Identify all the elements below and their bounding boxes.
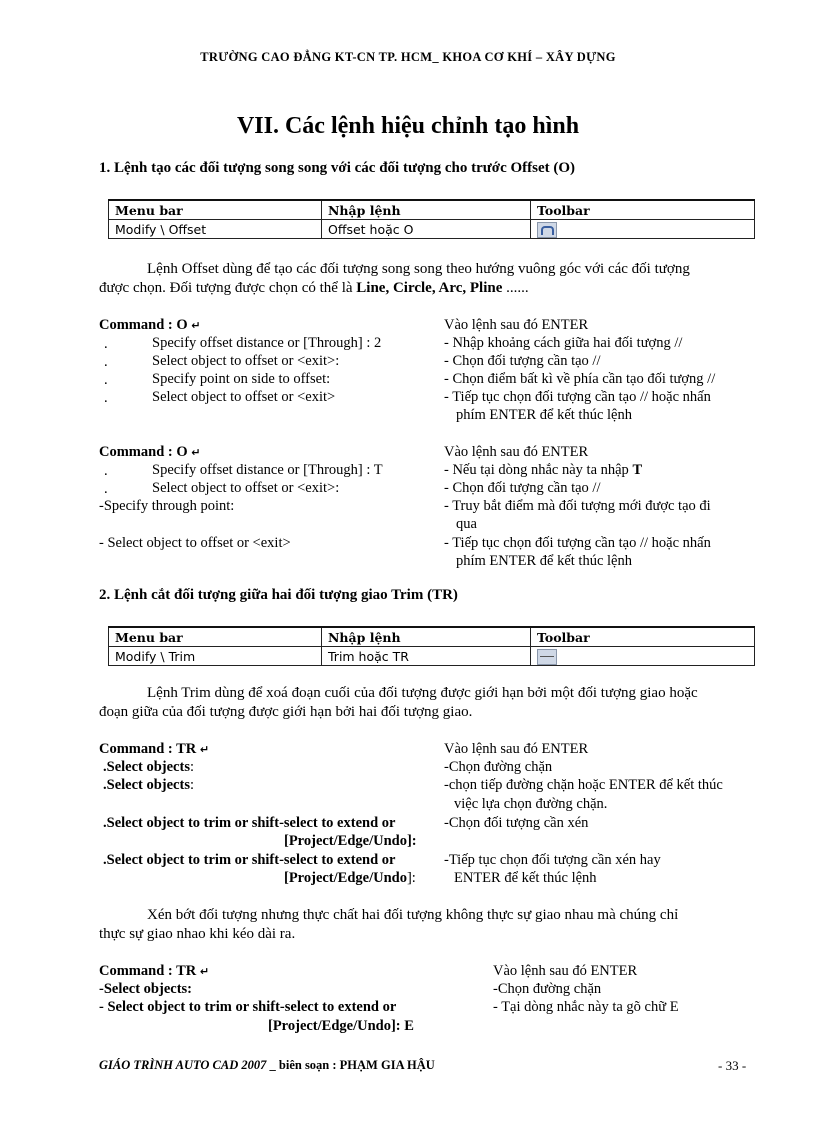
explanation-line: qua (456, 516, 477, 532)
table-cell-menu: Modify \ Offset (109, 220, 322, 239)
page-header: TRƯỜNG CAO ĐẲNG KT-CN TP. HCM_ KHOA CƠ KHÍ – XÂY DỰNG (200, 50, 616, 64)
prompt-line: .Select object to trim or shift-select to extend or (103, 852, 396, 868)
explanation-line: - Chọn đối tượng cần tạo // (444, 480, 601, 496)
table-cell-input: Offset hoặc O (322, 220, 531, 239)
prompt-line: -Select objects: (99, 981, 192, 997)
explanation-line: - Tiếp tục chọn đối tượng cần tạo // hoặc nhấn (444, 389, 711, 405)
prompt-line: [Project/Edge/Undo]: E (268, 1018, 414, 1034)
trim-description-2: đoạn giữa của đối tượng được giới hạn bởi hai đối tượng giao. (99, 704, 473, 720)
table-cell-toolbar (531, 647, 755, 666)
table-cell-menu: Modify \ Trim (109, 647, 322, 666)
explanation-line: - Tiếp tục chọn đối tượng cần tạo // hoặc nhấn (444, 535, 711, 551)
prompt-line: Select object to offset or <exit> (152, 389, 336, 405)
explanation-line: - Chọn điểm bất kì về phía cần tạo đối tượng // (444, 371, 716, 387)
prompt-line: Specify point on side to offset: (152, 371, 331, 387)
offset-description-1: Lệnh Offset dùng để tạo các đối tượng song song theo hướng vuông góc với các đối tượng (147, 261, 690, 277)
trim-description-1: Lệnh Trim dùng để xoá đoạn cuối của đối tượng được giới hạn bởi một đối tượng giao hoặc (147, 685, 698, 701)
offset-icon (537, 222, 557, 238)
explanation-line: - Chọn đối tượng cần tạo // (444, 353, 601, 369)
prompt-line: Specify offset distance or [Through] : T (152, 462, 383, 478)
explanation-line: - Tại dòng nhắc này ta gõ chữ E (493, 999, 679, 1015)
trim-extend-description-1: Xén bớt đối tượng nhưng thực chất hai đối tượng không thực sự giao nhau mà chúng chỉ (147, 907, 679, 923)
explanation-line: phím ENTER để kết thúc lệnh (456, 407, 632, 423)
table-cell-toolbar (531, 220, 755, 239)
table-header-menu: Menu bar (109, 627, 322, 647)
explanation-line: -chọn tiếp đường chặn hoặc ENTER để kết thúc (444, 777, 723, 793)
table-header-toolbar: Toolbar (531, 627, 755, 647)
offset-description-2: được chọn. Đối tượng được chọn có thể là Line, Circle, Arc, Pline ...... (99, 280, 529, 296)
prompt-line: Select object to offset or <exit>: (152, 353, 340, 369)
command-line: Command : O ↵ (99, 444, 201, 460)
prompt-line: - Select object to offset or <exit> (99, 535, 291, 551)
page-number: - 33 - (718, 1058, 747, 1073)
trim-extend-description-2: thực sự giao nhao khi kéo dài ra. (99, 926, 296, 942)
explanation-line: Vào lệnh sau đó ENTER (444, 317, 589, 333)
explanation-line: ENTER để kết thúc lệnh (454, 870, 597, 886)
trim-command-table (108, 626, 755, 666)
explanation-line: Vào lệnh sau đó ENTER (493, 963, 638, 979)
trim-icon (537, 649, 557, 665)
command-line: Command : O ↵ (99, 317, 201, 333)
command-line: Command : TR ↵ (99, 741, 210, 757)
explanation-line: -Chọn đối tượng cần xén (444, 815, 589, 831)
prompt-line: [Project/Edge/Undo]: (284, 870, 416, 886)
section-1-heading: 1. Lệnh tạo các đối tượng song song với các đối tượng cho trước Offset (O) (99, 160, 576, 176)
offset-command-table (108, 199, 755, 239)
prompt-line: [Project/Edge/Undo]: (284, 833, 417, 849)
table-cell-input: Trim hoặc TR (322, 647, 531, 666)
table-header-input: Nhập lệnh (322, 200, 531, 220)
section-title: VII. Các lệnh hiệu chỉnh tạo hình (236, 113, 580, 139)
explanation-line: phím ENTER để kết thúc lệnh (456, 553, 632, 569)
table-header-toolbar: Toolbar (531, 200, 755, 220)
explanation-line: Vào lệnh sau đó ENTER (444, 444, 589, 460)
prompt-line: .Select objects: (103, 777, 194, 793)
table-header-input: Nhập lệnh (322, 627, 531, 647)
explanation-line: - Nếu tại dòng nhắc này ta nhập T (444, 462, 643, 478)
prompt-line: - Select object to trim or shift-select to extend or (99, 999, 397, 1015)
explanation-line: Vào lệnh sau đó ENTER (444, 741, 589, 757)
explanation-line: -Chọn đường chặn (444, 759, 553, 775)
command-line: Command : TR ↵ (99, 963, 210, 979)
explanation-line: - Nhập khoảng cách giữa hai đối tượng // (444, 335, 683, 351)
prompt-line: .Select objects: (103, 759, 194, 775)
prompt-line: Specify offset distance or [Through] : 2 (152, 335, 382, 351)
section-2-heading: 2. Lệnh cắt đối tượng giữa hai đối tượng giao Trim (TR) (99, 587, 458, 603)
explanation-line: -Tiếp tục chọn đối tượng cần xén hay (444, 852, 661, 868)
prompt-line: Select object to offset or <exit>: (152, 480, 340, 496)
explanation-line: việc lựa chọn đường chặn. (454, 796, 608, 812)
table-header-menu: Menu bar (109, 200, 322, 220)
prompt-line: -Specify through point: (99, 498, 235, 514)
explanation-line: -Chọn đường chặn (493, 981, 602, 997)
prompt-line: .Select object to trim or shift-select to extend or (103, 815, 396, 831)
explanation-line: - Truy bắt điểm mà đối tượng mới được tạo đi (444, 498, 711, 514)
page-footer: GIÁO TRÌNH AUTO CAD 2007 _ biên soạn : PHẠM GIA HẬU (99, 1058, 435, 1072)
